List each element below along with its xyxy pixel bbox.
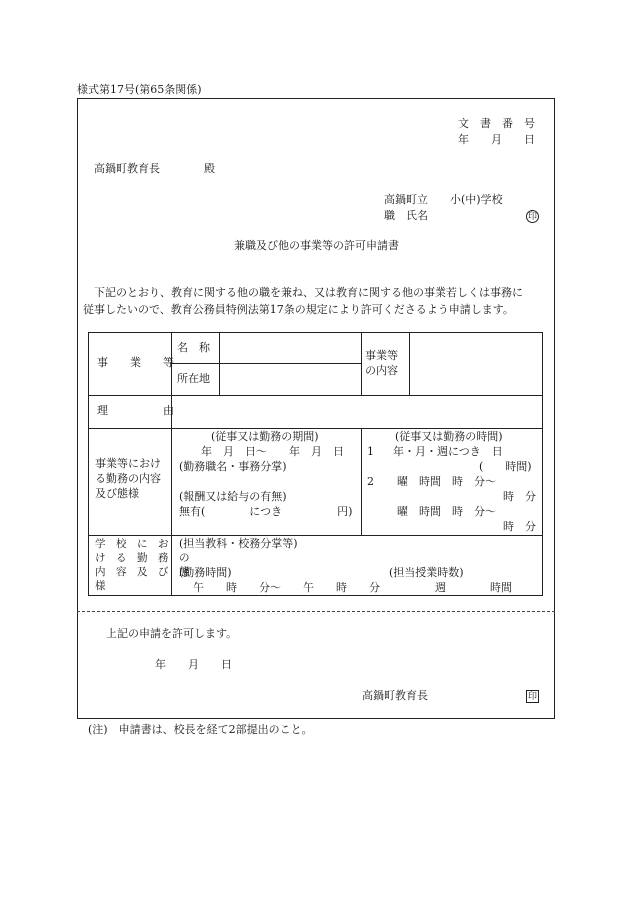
- table-divider: [361, 428, 362, 535]
- school-hours-line: 午 時 分〜 午 時 分: [193, 581, 380, 594]
- addressee: 高鍋町教育長 殿: [94, 162, 215, 175]
- time-row-3: 曜 時間 時 分〜: [397, 505, 496, 518]
- approval-date: 年 月 日: [155, 658, 232, 671]
- position-label: (勤務職名・事務分掌): [179, 460, 287, 473]
- reason-label: 理 由: [97, 404, 174, 417]
- week-hours: 週 時間: [435, 581, 512, 594]
- business-content-label: 事業等: [365, 349, 398, 362]
- body-text-line-1: 下記のとおり、教育に関する他の職を兼ね、又は教育に関する他の事業若しくは事務に: [94, 286, 523, 299]
- duty-label-line-1: 事業等におけ: [95, 457, 161, 470]
- table-divider: [409, 333, 410, 395]
- duty-label-line-3: 及び態様: [95, 487, 139, 500]
- period-header: (従事又は勤務の期間): [211, 430, 319, 443]
- time-row-2: 曜 時間 時 分〜: [397, 475, 496, 488]
- duty-label-line-2: る勤務の内容: [95, 472, 161, 485]
- business-content-label-2: の内容: [365, 364, 398, 377]
- approval-seal-icon: 印: [527, 692, 537, 702]
- approval-text: 上記の申請を許可します。: [106, 627, 238, 640]
- table-divider: [89, 395, 542, 396]
- footnote: (注) 申請書は、校長を経て2部提出のこと。: [88, 723, 313, 736]
- period-line: 年 月 日〜 年 月 日: [201, 445, 344, 458]
- time-row-2-end: 時 分: [503, 490, 536, 503]
- table-divider: [171, 363, 361, 364]
- body-text-line-2: 従事したいので、教育公務員特例法第17条の規定により許可くださるよう申請します。: [83, 303, 514, 316]
- time-row-1-hours: ( 時間): [479, 460, 532, 473]
- applicant-school: 高鍋町立 小(中)学校: [384, 193, 503, 206]
- time-row-3-end: 時 分: [503, 520, 536, 533]
- time-row-1-number: 1: [367, 445, 374, 458]
- school-label-line-4: 様: [95, 580, 106, 592]
- application-table: [88, 332, 543, 596]
- reward-line: 無有( につき 円): [179, 505, 353, 518]
- document-number-label: 文 書 番 号: [458, 117, 535, 130]
- business-label: 事 業 等: [97, 356, 174, 369]
- school-label-line-3: 内 容 及 び 態: [95, 566, 190, 578]
- table-divider: [89, 428, 542, 429]
- table-divider: [89, 535, 542, 536]
- applicant-name-label: 職 氏名: [384, 209, 428, 222]
- teaching-hours-label: (担当授業時数): [389, 566, 464, 579]
- school-label-line-2: け る 勤 務 の: [95, 552, 190, 564]
- time-header: (従事又は勤務の時間): [395, 430, 503, 443]
- approval-separator: [77, 611, 555, 612]
- document-date-label: 年 月 日: [458, 133, 535, 146]
- reward-label: (報酬又は給与の有無): [179, 490, 287, 503]
- applicant-seal-icon: 印: [527, 212, 537, 222]
- time-row-1: 年・月・週につき 日: [393, 445, 503, 458]
- table-divider: [361, 333, 362, 395]
- table-divider: [219, 333, 220, 395]
- business-name-label: 名 称: [177, 341, 210, 354]
- business-location-label: 所在地: [177, 372, 210, 385]
- school-label-line-1: 学 校 に お: [95, 538, 169, 550]
- form-title: 兼職及び他の事業等の許可申請書: [234, 239, 399, 252]
- form-number: 様式第17号(第65条関係): [77, 83, 202, 96]
- school-hours-label: (勤務時間): [179, 566, 232, 579]
- school-subjects-label: (担当教科・校務分掌等): [179, 537, 298, 550]
- time-row-2-number: 2: [367, 475, 374, 488]
- approval-signer: 高鍋町教育長: [362, 689, 428, 702]
